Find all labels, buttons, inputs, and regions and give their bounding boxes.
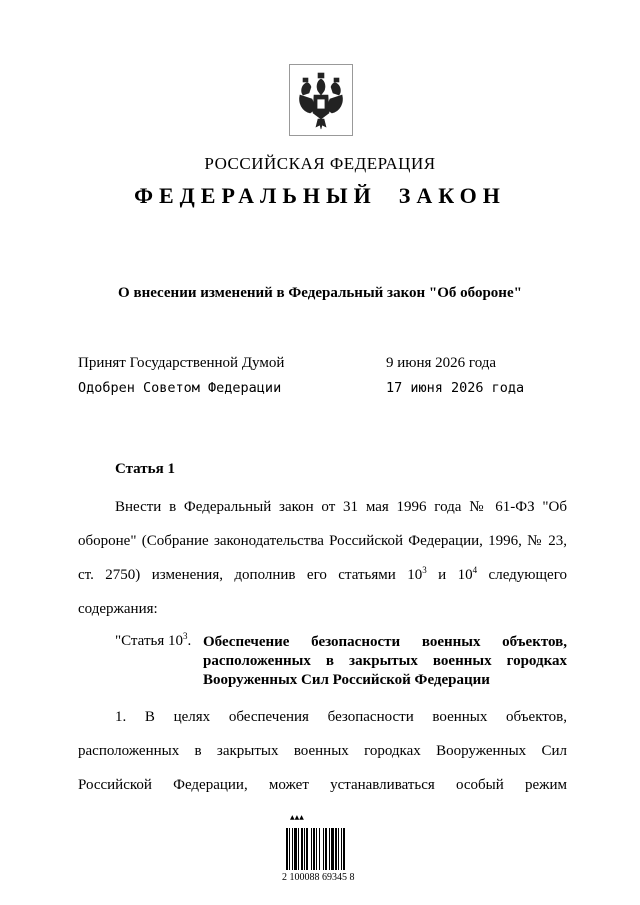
barcode — [282, 814, 368, 886]
barcode-number: 2 100088 69345 8 — [282, 872, 355, 883]
text-fragment: и 10 — [426, 567, 473, 583]
superscript: 3 — [422, 565, 427, 575]
heading-line: Обеспечение безопасности военных объектов, — [203, 634, 567, 650]
text-fragment: ст. 2750) изменения, дополнив его статьями 10 — [78, 567, 423, 583]
article1-line — [78, 558, 567, 592]
adoption-label: Принят Государственной Думой — [78, 355, 285, 371]
publisher-logo-icon: ▲▲▲ — [290, 814, 304, 821]
document-type — [0, 183, 640, 209]
adoption-row-duma — [78, 355, 558, 372]
country-name: РОССИЙСКАЯ ФЕДЕРАЦИЯ — [204, 154, 436, 173]
article1-line: содержания: — [78, 601, 158, 617]
paragraph-line: расположенных в закрытых военных городках Вооруженных Сил — [78, 743, 567, 759]
new-article-heading — [203, 633, 567, 690]
coat-of-arms-emblem — [289, 64, 353, 136]
document-type-word: ФЕДЕРАЛЬНЫЙ — [134, 183, 377, 208]
article-heading: Статья 1 — [115, 461, 175, 477]
article1-line: Внести в Федеральный закон от 31 мая 1996 года № 61-ФЗ "Об — [115, 499, 567, 515]
adoption-row-federation-council — [78, 380, 558, 396]
article1-line: обороне" (Собрание законодательства Российской Федерации, 1996, № 23, — [78, 533, 567, 549]
text-fragment: следующего — [477, 567, 567, 583]
double-headed-eagle-icon — [294, 69, 348, 131]
superscript: 4 — [472, 565, 478, 575]
paragraph-line: 1. В целях обеспечения безопасности военных объектов, — [115, 709, 567, 725]
adoption-date: 17 июня 2026 года — [386, 380, 525, 396]
document-type-word: ЗАКОН — [398, 183, 506, 208]
paragraph-line: Российской Федерации, может устанавливаться особый режим — [78, 777, 567, 793]
adoption-date: 9 июня 2026 года — [386, 355, 497, 371]
heading-line: расположенных в закрытых военных городках — [203, 653, 567, 669]
superscript: 3 — [182, 631, 188, 641]
adoption-label: Одобрен Советом Федерации — [78, 380, 282, 396]
heading-line: Вооруженных Сил Российской Федерации — [203, 672, 490, 688]
text-fragment: "Статья 10 — [115, 633, 183, 649]
text-fragment: . — [187, 633, 192, 649]
law-title: О внесении изменений в Федеральный закон "Об обороне" — [118, 285, 522, 301]
barcode-bars — [286, 828, 366, 870]
new-article-label — [115, 633, 191, 650]
